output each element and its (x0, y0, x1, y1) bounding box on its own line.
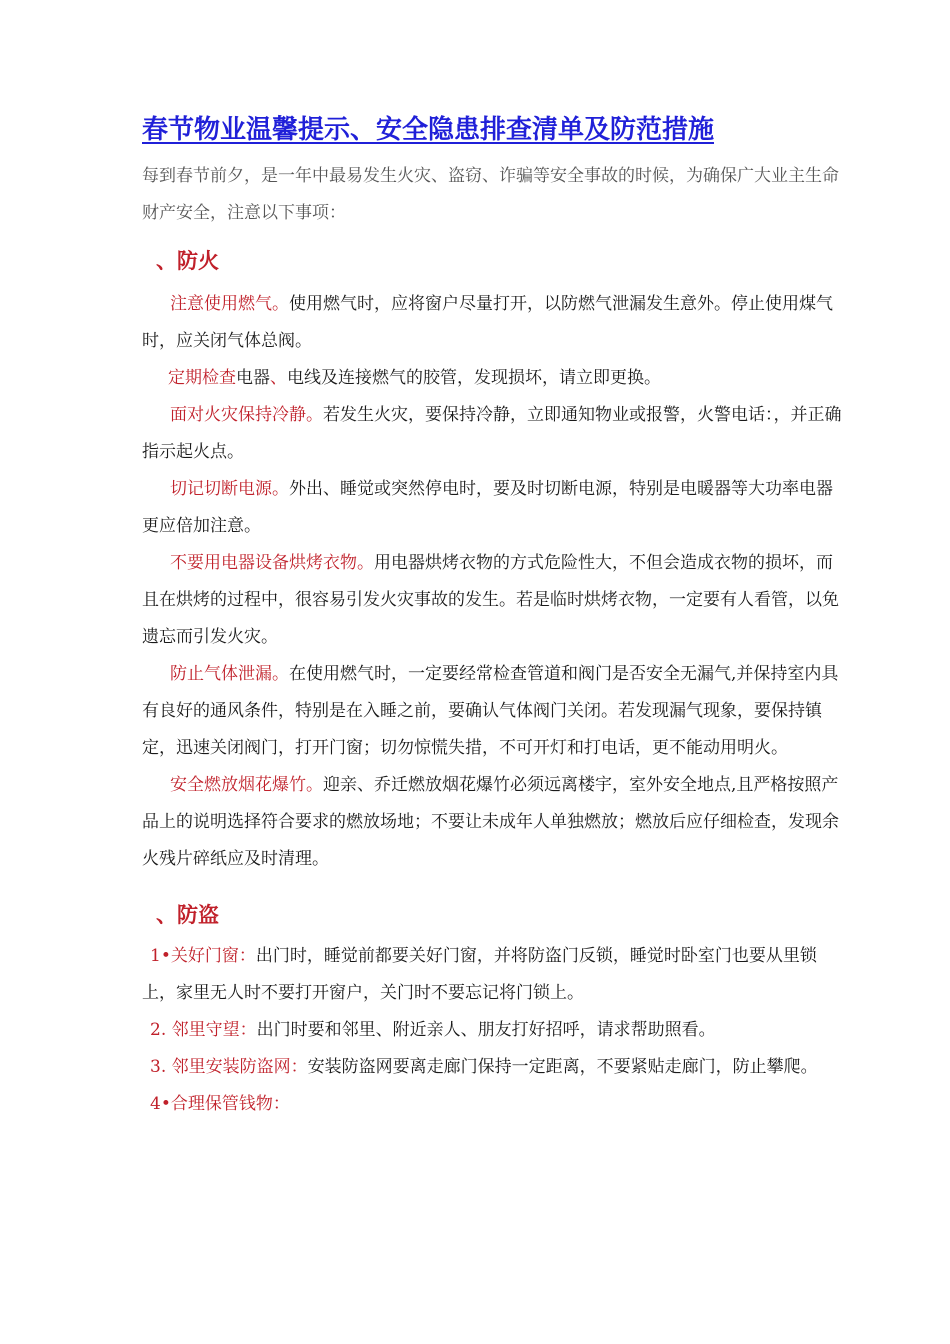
fire-item (142, 286, 842, 360)
fire-item-text: 使用燃气时，应将窗户尽量打开，以防燃气泄漏发生意外。停止使用煤气时，应关闭气体总阀。 (142, 294, 833, 351)
fire-item-text: 外出、睡觉或突然停电时，要及时切断电源，特别是电暖器等大功率电器更应倍加注意。 (142, 479, 833, 536)
fire-item-text: 若发生火灾，要保持冷静，立即通知物业或报警，火警电话：，并正确指示起火点。 (142, 405, 842, 462)
fire-item-text: 电器 (236, 368, 270, 388)
page-title: 春节物业温馨提示、安全隐患排查清单及防范措施 (142, 115, 715, 145)
theft-item-lead: 4•合理保管钱物： (150, 1094, 290, 1114)
fire-item-lead: 注意使用燃气。 (170, 294, 289, 314)
fire-item-text: 电线及连接燃气的胶管，发现损坏，请立即更换。 (287, 368, 661, 388)
document-page (142, 108, 842, 1123)
fire-item-lead: 、 (270, 368, 287, 388)
fire-item-lead: 安全燃放烟花爆竹。 (170, 775, 323, 795)
intro-paragraph: 每到春节前夕，是一年中最易发生火灾、盗窃、诈骗等安全事故的时候，为确保广大业主生命财产安全，注意以下事项： (142, 166, 839, 223)
section-heading-theft: 、防盗 (156, 902, 219, 927)
section-heading-fire: 、防火 (156, 248, 219, 273)
fire-item (142, 545, 842, 656)
theft-item-lead: 1•关好门窗： (150, 946, 256, 966)
theft-item (142, 1049, 842, 1086)
fire-item-lead: 面对火灾保持冷静。 (170, 405, 323, 425)
fire-item-lead: 不要用电器设备烘烤衣物。 (170, 553, 374, 573)
theft-item-text: 出门时要和邻里、附近亲人、朋友打好招呼，请求帮助照看。 (256, 1020, 716, 1040)
theft-item (142, 938, 842, 1012)
fire-item (142, 767, 842, 878)
fire-item (142, 656, 842, 767)
fire-item (142, 360, 842, 397)
fire-item-text: 用电器烘烤衣物的方式危险性大，不但会造成衣物的损坏，而且在烘烤的过程中，很容易引发火灾事故的发生。若是临时烘烤衣物，一定要有人看管，以免遗忘而引发火灾。 (142, 553, 839, 647)
theft-item-lead: 2. 邻里守望： (150, 1020, 257, 1040)
fire-item-text: 迎亲、乔迁燃放烟花爆竹必须远离楼宇，室外安全地点,且严格按照产品上的说明选择符合要求的燃放场地；不要让未成年人单独燃放；燃放后应仔细检查，发现余火残片碎纸应及时清理。 (142, 775, 839, 869)
fire-item-lead: 防止气体泄漏。 (170, 664, 289, 684)
theft-item-text: 出门时，睡觉前都要关好门窗，并将防盗门反锁，睡觉时卧室门也要从里锁上，家里无人时不要打开窗户，关门时不要忘记将门锁上。 (142, 946, 817, 1003)
fire-item-lead: 定期检查 (168, 368, 236, 388)
fire-item-lead: 切记切断电源。 (170, 479, 289, 499)
theft-item-lead: 3. 邻里安装防盗网： (150, 1057, 308, 1077)
fire-item (142, 471, 842, 545)
fire-item-text: 在使用燃气时，一定要经常检查管道和阀门是否安全无漏气,并保持室内具有良好的通风条件，特别是在入睡之前，要确认气体阀门关闭。若发现漏气现象，要保持镇定，迅速关闭阀门，打开门窗；切勿惊慌失措，不可开灯和打电话，更不能动用明火。 (142, 664, 839, 758)
theft-item (142, 1086, 842, 1123)
fire-item (142, 397, 842, 471)
theft-item-text: 安装防盗网要离走廊门保持一定距离，不要紧贴走廊门，防止攀爬。 (307, 1057, 818, 1077)
theft-item (142, 1012, 842, 1049)
